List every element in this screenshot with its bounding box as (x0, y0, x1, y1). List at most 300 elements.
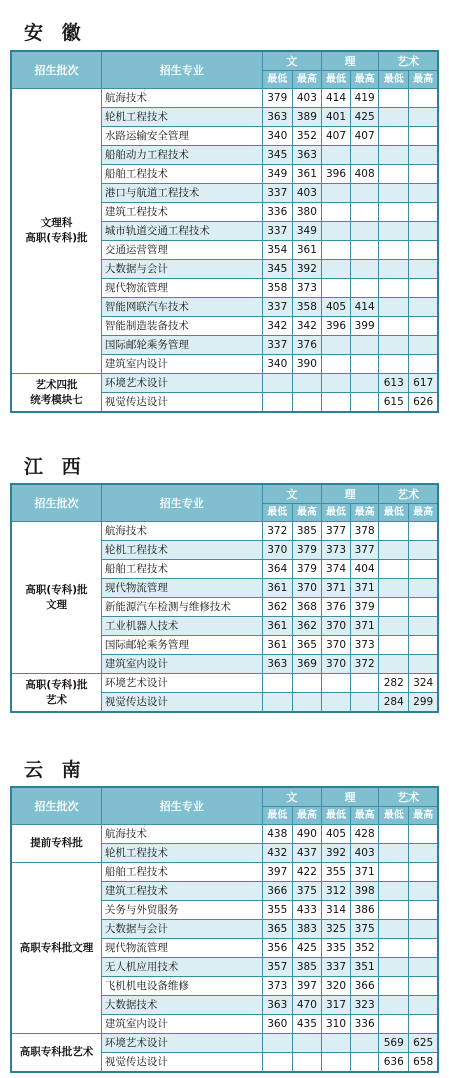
major-name: 船舶工程技术 (101, 863, 262, 882)
wen-max-score: 433 (292, 901, 321, 920)
min-score-header: 最低 (321, 807, 350, 825)
wen-max-score: 379 (292, 541, 321, 560)
wen-max-score (292, 693, 321, 713)
li-max-score: 408 (351, 165, 379, 184)
wen-max-score: 380 (292, 203, 321, 222)
art-max-score (409, 127, 438, 146)
art-min-score (379, 1015, 409, 1034)
li-min-score: 314 (321, 901, 350, 920)
major-name: 港口与航道工程技术 (101, 184, 262, 203)
art-min-score (379, 222, 409, 241)
table-row (11, 89, 438, 108)
li-min-score: 396 (321, 165, 350, 184)
table-row (11, 825, 438, 844)
major-name: 轮机工程技术 (101, 541, 262, 560)
li-header: 理 (321, 484, 378, 504)
art-header: 艺术 (379, 484, 438, 504)
art-min-score (379, 165, 409, 184)
header-row (11, 787, 438, 807)
li-min-score (321, 203, 350, 222)
art-max-score (409, 355, 438, 374)
art-max-score: 324 (409, 674, 438, 693)
wen-min-score (262, 693, 292, 713)
li-min-score: 392 (321, 844, 350, 863)
art-min-score (379, 522, 409, 541)
wen-max-score (292, 674, 321, 693)
wen-min-score: 345 (262, 260, 292, 279)
art-min-score (379, 146, 409, 165)
major-name: 交通运营管理 (101, 241, 262, 260)
major-name: 航海技术 (101, 825, 262, 844)
art-max-score: 617 (409, 374, 438, 393)
li-min-score: 376 (321, 598, 350, 617)
wen-min-score: 372 (262, 522, 292, 541)
art-max-score (409, 598, 438, 617)
batch-label: 高职(专科)批 (25, 232, 88, 244)
li-max-score (351, 1034, 379, 1053)
art-min-score (379, 825, 409, 844)
art-min-score (379, 127, 409, 146)
li-max-score: 372 (351, 655, 379, 674)
wen-min-score: 355 (262, 901, 292, 920)
li-max-score (351, 203, 379, 222)
li-max-score: 404 (351, 560, 379, 579)
major-name: 航海技术 (101, 522, 262, 541)
wen-min-score (262, 1034, 292, 1053)
art-max-score (409, 522, 438, 541)
li-max-score (351, 146, 379, 165)
art-max-score (409, 844, 438, 863)
li-max-score (351, 260, 379, 279)
batch-label: 统考模块七 (30, 393, 83, 406)
li-min-score: 370 (321, 655, 350, 674)
major-name: 环境艺术设计 (101, 374, 262, 393)
max-score-header: 最高 (351, 807, 379, 825)
major-header: 招生专业 (101, 51, 262, 89)
min-score-header: 最低 (262, 504, 292, 522)
region-title-anhui: 安 徽 (24, 22, 87, 44)
li-min-score: 405 (321, 298, 350, 317)
major-name: 大数据与会计 (101, 920, 262, 939)
wen-max-score: 352 (292, 127, 321, 146)
li-max-score: 386 (351, 901, 379, 920)
wen-min-score: 373 (262, 977, 292, 996)
major-name: 轮机工程技术 (101, 108, 262, 127)
batch-cell (11, 825, 101, 863)
header-row (11, 51, 438, 71)
art-min-score (379, 598, 409, 617)
art-min-score (379, 541, 409, 560)
li-min-score: 370 (321, 617, 350, 636)
li-max-score (351, 693, 379, 713)
li-min-score: 414 (321, 89, 350, 108)
wen-min-score: 360 (262, 1015, 292, 1034)
region-title-yunnan: 云 南 (24, 759, 87, 781)
wen-max-score: 375 (292, 882, 321, 901)
wen-max-score: 363 (292, 146, 321, 165)
li-max-score: 399 (351, 317, 379, 336)
art-min-score: 284 (379, 693, 409, 713)
batch-label: 提前专科批 (30, 837, 83, 849)
art-min-score (379, 108, 409, 127)
major-name: 智能制造装备技术 (101, 317, 262, 336)
batch-label: 艺术 (45, 693, 67, 706)
wen-min-score: 337 (262, 298, 292, 317)
art-max-score (409, 636, 438, 655)
major-name: 船舶工程技术 (101, 560, 262, 579)
max-score-header: 最高 (409, 807, 438, 825)
li-min-score (321, 1053, 350, 1073)
major-name: 视觉传达设计 (101, 1053, 262, 1073)
li-max-score: 323 (351, 996, 379, 1015)
wen-max-score: 385 (292, 958, 321, 977)
li-max-score (351, 355, 379, 374)
art-min-score (379, 260, 409, 279)
wen-max-score: 390 (292, 355, 321, 374)
major-name: 航海技术 (101, 89, 262, 108)
art-max-score: 299 (409, 693, 438, 713)
li-max-score: 371 (351, 617, 379, 636)
art-max-score (409, 89, 438, 108)
li-max-score: 336 (351, 1015, 379, 1034)
art-min-score (379, 336, 409, 355)
art-max-score (409, 165, 438, 184)
li-header: 理 (321, 787, 378, 807)
art-min-score: 613 (379, 374, 409, 393)
art-min-score (379, 560, 409, 579)
table-row (11, 1034, 438, 1053)
art-header: 艺术 (379, 787, 438, 807)
table-row (11, 522, 438, 541)
table-row (11, 863, 438, 882)
max-score-header: 最高 (409, 504, 438, 522)
wen-min-score: 349 (262, 165, 292, 184)
wen-max-score (292, 1053, 321, 1073)
art-min-score (379, 958, 409, 977)
li-max-score (351, 241, 379, 260)
art-max-score (409, 184, 438, 203)
li-min-score (321, 241, 350, 260)
art-max-score (409, 541, 438, 560)
art-max-score (409, 108, 438, 127)
wen-min-score: 345 (262, 146, 292, 165)
major-header: 招生专业 (101, 787, 262, 825)
art-max-score: 658 (409, 1053, 438, 1073)
max-score-header: 最高 (351, 504, 379, 522)
art-min-score: 282 (379, 674, 409, 693)
wen-max-score: 397 (292, 977, 321, 996)
art-max-score (409, 939, 438, 958)
li-max-score: 407 (351, 127, 379, 146)
art-min-score (379, 355, 409, 374)
art-max-score (409, 882, 438, 901)
major-name: 建筑室内设计 (101, 655, 262, 674)
li-max-score: 351 (351, 958, 379, 977)
li-min-score (321, 222, 350, 241)
li-min-score: 320 (321, 977, 350, 996)
batch-label: 高职专科批文理 (19, 941, 94, 954)
art-max-score (409, 958, 438, 977)
li-max-score: 375 (351, 920, 379, 939)
li-max-score (351, 222, 379, 241)
wen-min-score: 361 (262, 579, 292, 598)
wen-max-score: 370 (292, 579, 321, 598)
art-max-score: 626 (409, 393, 438, 413)
li-min-score (321, 146, 350, 165)
major-name: 环境艺术设计 (101, 674, 262, 693)
art-max-score (409, 298, 438, 317)
major-name: 船舶工程技术 (101, 165, 262, 184)
wen-min-score: 366 (262, 882, 292, 901)
wen-max-score: 383 (292, 920, 321, 939)
art-min-score (379, 939, 409, 958)
wen-min-score: 363 (262, 655, 292, 674)
wen-min-score: 340 (262, 127, 292, 146)
wen-max-score: 376 (292, 336, 321, 355)
wen-header: 文 (262, 484, 321, 504)
major-name: 船舶动力工程技术 (101, 146, 262, 165)
li-max-score: 425 (351, 108, 379, 127)
batch-cell (11, 1034, 101, 1073)
wen-min-score: 337 (262, 336, 292, 355)
li-min-score: 371 (321, 579, 350, 598)
art-max-score: 625 (409, 1034, 438, 1053)
wen-min-score: 438 (262, 825, 292, 844)
max-score-header: 最高 (292, 71, 321, 89)
art-min-score (379, 882, 409, 901)
art-max-score (409, 977, 438, 996)
max-score-header: 最高 (292, 504, 321, 522)
min-score-header: 最低 (262, 807, 292, 825)
major-name: 水路运输安全管理 (101, 127, 262, 146)
li-max-score: 403 (351, 844, 379, 863)
wen-min-score: 363 (262, 108, 292, 127)
art-min-score (379, 89, 409, 108)
li-max-score (351, 279, 379, 298)
header-row (11, 484, 438, 504)
wen-max-score: 361 (292, 165, 321, 184)
wen-header: 文 (262, 787, 321, 807)
li-min-score: 396 (321, 317, 350, 336)
wen-min-score: 337 (262, 222, 292, 241)
major-name: 飞机机电设备维修 (101, 977, 262, 996)
li-max-score: 366 (351, 977, 379, 996)
min-score-header: 最低 (379, 807, 409, 825)
li-max-score (351, 374, 379, 393)
batch-cell (11, 863, 101, 1034)
min-score-header: 最低 (321, 504, 350, 522)
li-max-score: 428 (351, 825, 379, 844)
score-table-yunnan (10, 786, 439, 1073)
wen-min-score: 361 (262, 617, 292, 636)
art-min-score (379, 203, 409, 222)
batch-label: 文理科 (40, 217, 73, 229)
major-name: 建筑工程技术 (101, 882, 262, 901)
li-max-score: 379 (351, 598, 379, 617)
art-min-score (379, 996, 409, 1015)
batch-cell (11, 89, 101, 374)
major-name: 关务与外贸服务 (101, 901, 262, 920)
art-max-score (409, 863, 438, 882)
wen-max-score (292, 1034, 321, 1053)
major-name: 视觉传达设计 (101, 393, 262, 413)
art-min-score (379, 279, 409, 298)
li-min-score: 405 (321, 825, 350, 844)
art-max-score (409, 279, 438, 298)
li-min-score (321, 260, 350, 279)
wen-min-score (262, 374, 292, 393)
major-name: 国际邮轮乘务管理 (101, 336, 262, 355)
art-max-score (409, 825, 438, 844)
major-name: 国际邮轮乘务管理 (101, 636, 262, 655)
batch-header: 招生批次 (11, 787, 101, 825)
wen-max-score (292, 374, 321, 393)
wen-min-score: 336 (262, 203, 292, 222)
major-name: 轮机工程技术 (101, 844, 262, 863)
li-header: 理 (321, 51, 378, 71)
max-score-header: 最高 (292, 807, 321, 825)
li-max-score: 398 (351, 882, 379, 901)
li-max-score (351, 1053, 379, 1073)
wen-max-score: 403 (292, 89, 321, 108)
table-row (11, 374, 438, 393)
wen-max-score: 490 (292, 825, 321, 844)
wen-max-score: 373 (292, 279, 321, 298)
min-score-header: 最低 (379, 71, 409, 89)
li-min-score: 401 (321, 108, 350, 127)
li-min-score: 355 (321, 863, 350, 882)
wen-max-score: 362 (292, 617, 321, 636)
art-max-score (409, 146, 438, 165)
li-max-score: 377 (351, 541, 379, 560)
major-name: 建筑室内设计 (101, 1015, 262, 1034)
wen-max-score: 368 (292, 598, 321, 617)
table-row (11, 674, 438, 693)
li-min-score (321, 393, 350, 413)
wen-max-score (292, 393, 321, 413)
li-min-score (321, 355, 350, 374)
art-min-score (379, 184, 409, 203)
li-min-score: 325 (321, 920, 350, 939)
batch-label: 艺术四批 (35, 378, 78, 391)
batch-cell (11, 674, 101, 713)
wen-max-score: 385 (292, 522, 321, 541)
li-min-score (321, 279, 350, 298)
max-score-header: 最高 (409, 71, 438, 89)
wen-max-score: 349 (292, 222, 321, 241)
wen-max-score: 365 (292, 636, 321, 655)
wen-min-score: 370 (262, 541, 292, 560)
wen-max-score: 470 (292, 996, 321, 1015)
wen-max-score: 389 (292, 108, 321, 127)
batch-label: 高职(专科)批 (25, 678, 88, 691)
art-min-score (379, 844, 409, 863)
li-min-score (321, 674, 350, 693)
li-min-score: 374 (321, 560, 350, 579)
major-name: 智能网联汽车技术 (101, 298, 262, 317)
batch-label: 文理 (45, 598, 67, 611)
art-max-score (409, 920, 438, 939)
art-max-score (409, 655, 438, 674)
wen-max-score: 342 (292, 317, 321, 336)
art-min-score (379, 317, 409, 336)
wen-min-score: 364 (262, 560, 292, 579)
major-name: 大数据与会计 (101, 260, 262, 279)
li-min-score: 337 (321, 958, 350, 977)
wen-max-score: 361 (292, 241, 321, 260)
min-score-header: 最低 (379, 504, 409, 522)
major-header: 招生专业 (101, 484, 262, 522)
min-score-header: 最低 (321, 71, 350, 89)
art-min-score (379, 863, 409, 882)
wen-min-score: 365 (262, 920, 292, 939)
li-max-score: 419 (351, 89, 379, 108)
wen-min-score: 356 (262, 939, 292, 958)
major-name: 环境艺术设计 (101, 1034, 262, 1053)
art-max-score (409, 1015, 438, 1034)
li-min-score: 335 (321, 939, 350, 958)
art-min-score: 615 (379, 393, 409, 413)
wen-max-score: 437 (292, 844, 321, 863)
li-min-score: 312 (321, 882, 350, 901)
li-max-score: 414 (351, 298, 379, 317)
wen-max-score: 358 (292, 298, 321, 317)
batch-header: 招生批次 (11, 51, 101, 89)
li-min-score (321, 184, 350, 203)
wen-min-score: 337 (262, 184, 292, 203)
art-max-score (409, 203, 438, 222)
art-max-score (409, 617, 438, 636)
major-name: 现代物流管理 (101, 279, 262, 298)
major-name: 城市轨道交通工程技术 (101, 222, 262, 241)
max-score-header: 最高 (351, 71, 379, 89)
li-max-score: 378 (351, 522, 379, 541)
wen-max-score: 379 (292, 560, 321, 579)
art-min-score (379, 579, 409, 598)
art-min-score (379, 241, 409, 260)
art-min-score (379, 920, 409, 939)
li-max-score (351, 184, 379, 203)
art-min-score (379, 617, 409, 636)
art-max-score (409, 901, 438, 920)
major-name: 无人机应用技术 (101, 958, 262, 977)
li-max-score: 371 (351, 863, 379, 882)
li-min-score: 373 (321, 541, 350, 560)
region-title-jiangxi: 江 西 (24, 456, 87, 478)
art-max-score (409, 560, 438, 579)
wen-min-score: 340 (262, 355, 292, 374)
major-name: 大数据技术 (101, 996, 262, 1015)
wen-min-score: 379 (262, 89, 292, 108)
art-min-score (379, 655, 409, 674)
li-max-score (351, 336, 379, 355)
batch-cell (11, 374, 101, 413)
score-table-jiangxi (10, 483, 439, 713)
wen-min-score (262, 674, 292, 693)
batch-header: 招生批次 (11, 484, 101, 522)
wen-min-score: 397 (262, 863, 292, 882)
major-name: 视觉传达设计 (101, 693, 262, 713)
art-max-score (409, 260, 438, 279)
art-header: 艺术 (379, 51, 438, 71)
art-min-score (379, 977, 409, 996)
li-max-score (351, 674, 379, 693)
wen-max-score: 425 (292, 939, 321, 958)
art-min-score (379, 636, 409, 655)
batch-label: 高职(专科)批 (25, 583, 88, 596)
art-min-score: 636 (379, 1053, 409, 1073)
art-max-score (409, 579, 438, 598)
